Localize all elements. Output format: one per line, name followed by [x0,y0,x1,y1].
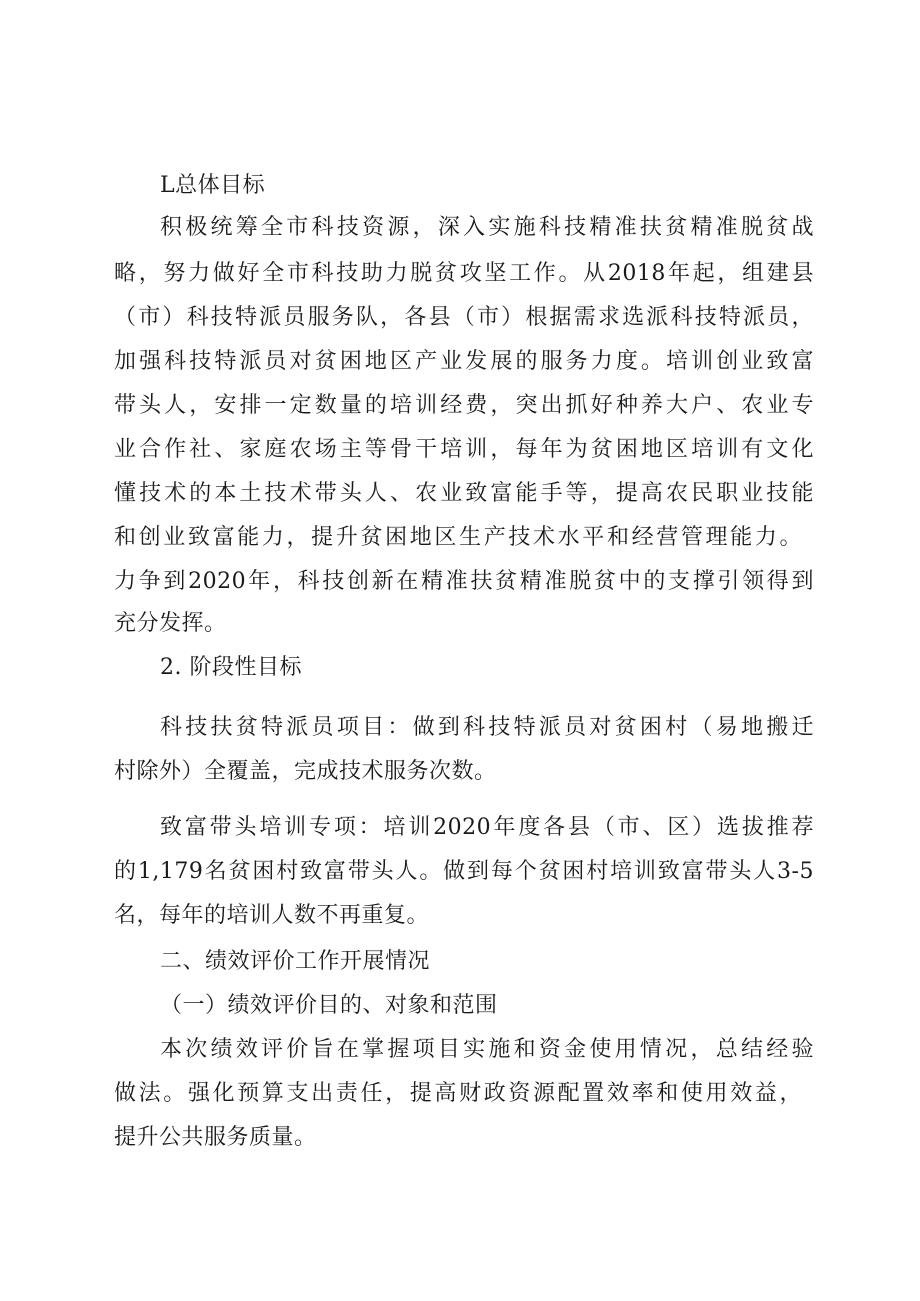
paragraph-line: 致富带头培训专项：培训2020年度各县（市、区）选拔推荐 [160,815,814,840]
paragraph-line: 的1,179名贫困村致富带头人。做到每个贫困村培训致富带头人3-5 [114,859,814,884]
paragraph-line: 本次绩效评价旨在掌握项目实施和资金使用情况，总结经验 [160,1037,814,1062]
paragraph-line: 充分发挥。 [114,611,227,636]
paragraph-line: 科技扶贫特派员项目：做到科技特派员对贫困村（易地搬迁 [160,715,814,740]
paragraph-line: 提升公共服务质量。 [114,1125,317,1150]
section-heading-stage-goal: 2. 阶段性目标 [160,655,302,680]
paragraph-line: 业合作社、家庭农场主等骨干培训，每年为贫困地区培训有文化 [114,437,814,462]
paragraph-line: 带头人，安排一定数量的培训经费，突出抓好种养大户、农业专 [114,393,814,418]
paragraph-line: 力争到2020年，科技创新在精准扶贫精准脱贫中的支撑引领得到 [114,569,814,594]
paragraph-line: 懂技术的本土技术带头人、农业致富能手等，提高农民职业技能 [114,481,814,506]
paragraph-line: （市）科技特派员服务队，各县（市）根据需求选派科技特派员， [114,305,814,330]
paragraph-line: 村除外）全覆盖，完成技术服务次数。 [114,759,497,784]
paragraph-line: 加强科技特派员对贫困地区产业发展的服务力度。培训创业致富 [114,349,814,374]
section-heading-evaluation: 二、绩效评价工作开展情况 [160,949,431,974]
paragraph-line: 积极统筹全市科技资源，深入实施科技精准扶贫精准脱贫战 [160,215,814,240]
section-heading-overall-goal: L总体目标 [160,173,266,198]
paragraph-line: 略，努力做好全市科技助力脱贫攻坚工作。从2018年起，组建县 [114,261,814,286]
paragraph-line: 名，每年的培训人数不再重复。 [114,903,430,928]
subsection-heading-purpose: （一）绩效评价目的、对象和范围 [160,993,498,1018]
paragraph-line: 和创业致富能力，提升贫困地区生产技术水平和经营管理能力。 [114,525,802,550]
paragraph-line: 做法。强化预算支出责任，提高财政资源配置效率和使用效益， [114,1081,802,1106]
